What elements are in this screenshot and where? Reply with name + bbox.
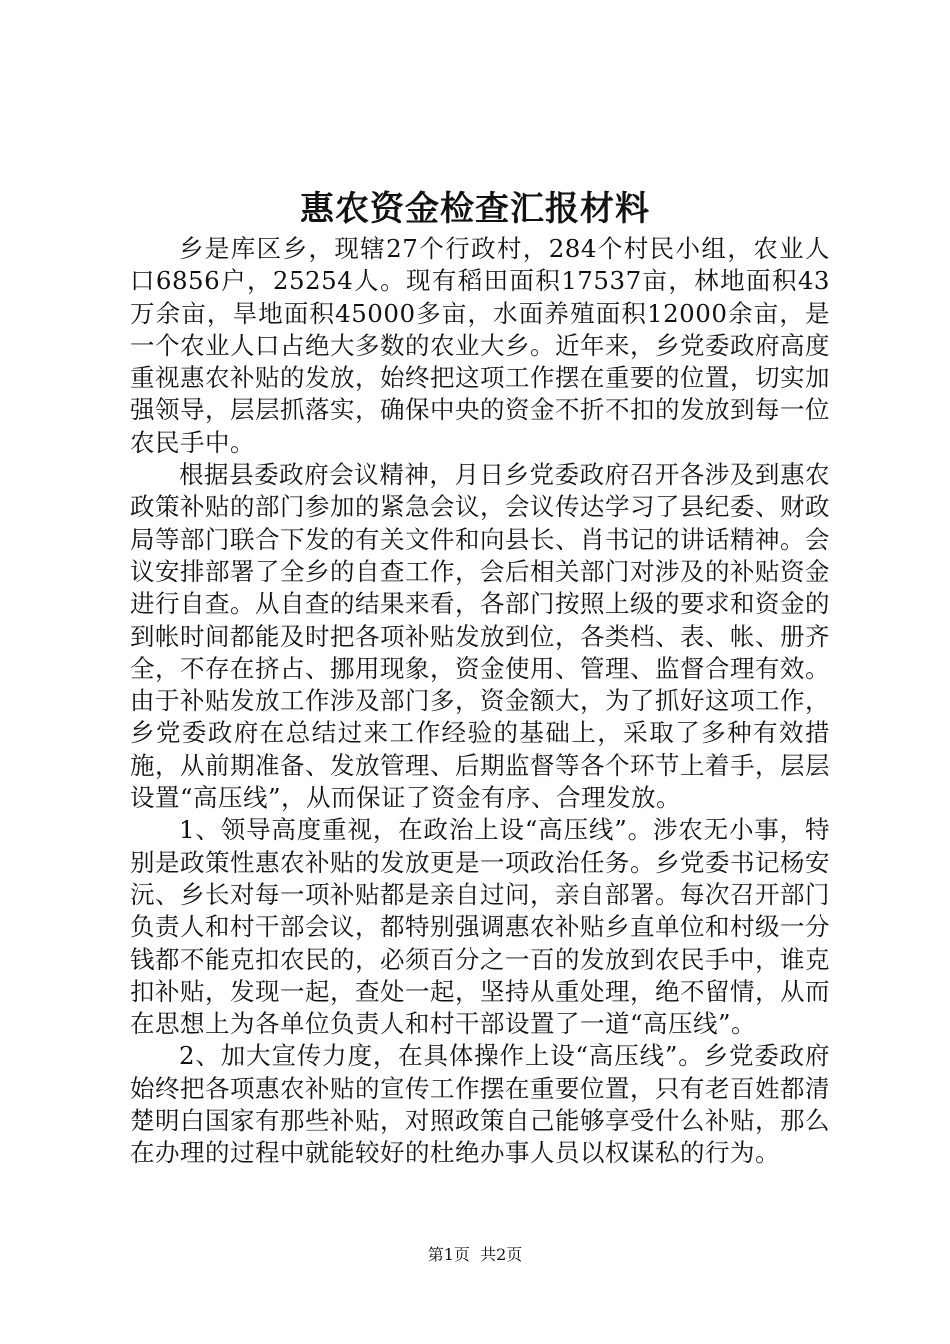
document-body — [130, 233, 830, 1170]
document-title: 惠农资金检查汇报材料 — [300, 189, 650, 229]
paragraph-intro: 乡是库区乡，现辖27个行政村，284个村民小组，农业人口6856户，25254人。现有稻田面积17537亩，林地面积43万余亩，旱地面积45000多亩，水面养殖面积12000余亩，是一个农业人口占绝大多数的农业大乡。近年来，乡党委政府高度重视惠农补贴的发放，始终把这项工作摆在重要的位置，切实加强领导，层层抓落实，确保中央的资金不折不扣的发放到每一位农民手中。 — [130, 234, 830, 457]
page-number-total: 共2页 — [480, 1245, 523, 1264]
paragraph-point-2: 2、加大宣传力度，在具体操作上设“高压线”。乡党委政府始终把各项惠农补贴的宣传工作摆在重要位置，只有老百姓都清楚明白国家有那些补贴，对照政策自己能够享受什么补贴，那么在办理的过程中就能较好的杜绝办事人员以权谋私的行为。 — [130, 1041, 830, 1168]
paragraph-point-1: 1、领导高度重视，在政治上设“高压线”。涉农无小事，特别是政策性惠农补贴的发放更是一项政治任务。乡党委书记杨安沅、乡长对每一项补贴都是亲自过问，亲自部署。每次召开部门负责人和村干部会议，都特别强调惠农补贴乡直单位和村级一分钱都不能克扣农民的，必须百分之一百的发放到农民手中，谁克扣补贴，发现一起，查处一起，坚持从重处理，绝不留情，从而在思想上为各单位负责人和村干部设置了一道“高压线”。 — [130, 815, 830, 1039]
page-footer — [0, 1244, 950, 1266]
page-number-current: 第1页 — [427, 1245, 470, 1264]
paragraph-meeting: 根据县委政府会议精神，月日乡党委政府召开各涉及到惠农政策补贴的部门参加的紧急会议，会议传达学习了县纪委、财政局等部门联合下发的有关文件和向县长、肖书记的讲话精神。会议安排部署了全乡的自查工作，会后相关部门对涉及的补贴资金进行自查。从自查的结果来看，各部门按照上级的要求和资金的到帐时间都能及时把各项补贴发放到位，各类档、表、帐、册齐全，不存在挤占、挪用现象，资金使用、管理、监督合理有效。由于补贴发放工作涉及部门多，资金额大，为了抓好这项工作，乡党委政府在总结过来工作经验的基础上，采取了多种有效措施，从前期准备、发放管理、后期监督等各个环节上着手，层层设置“高压线”，从而保证了资金有序、合理发放。 — [130, 460, 830, 813]
